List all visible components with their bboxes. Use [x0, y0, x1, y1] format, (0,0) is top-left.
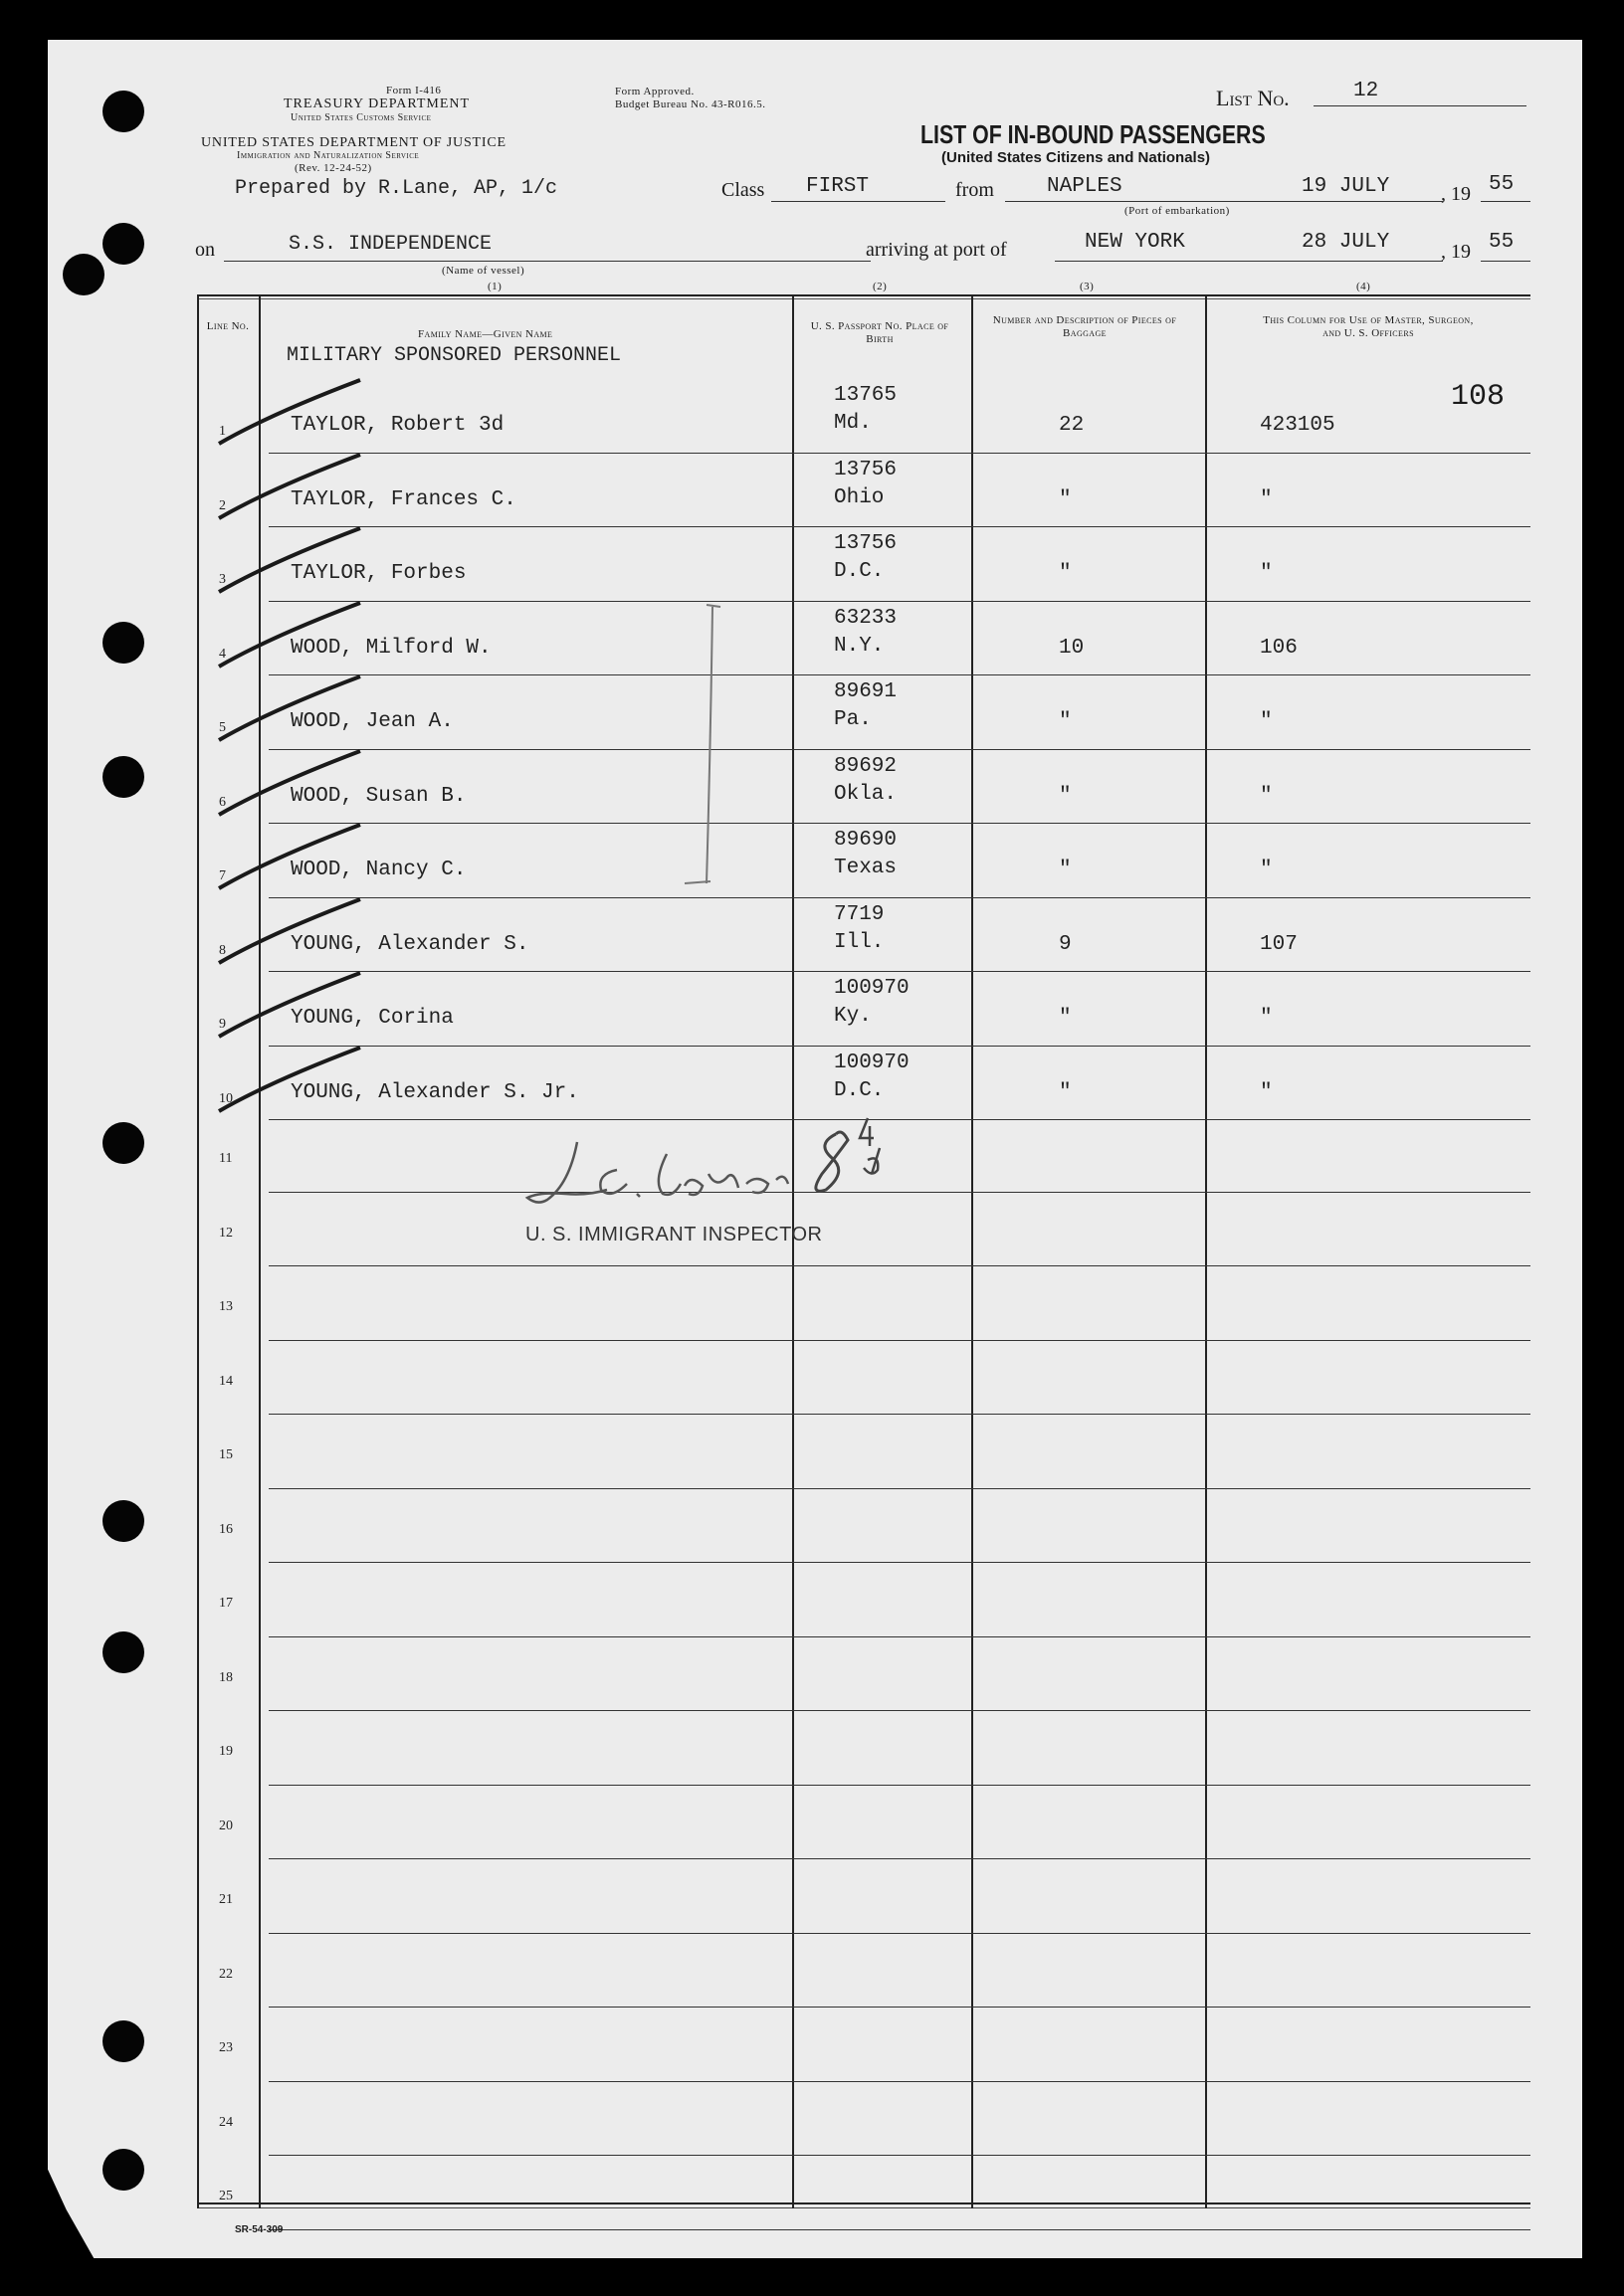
binder-hole — [102, 1122, 144, 1164]
baggage-count: " — [1059, 710, 1072, 733]
inspector-title: U. S. IMMIGRANT INSPECTOR — [525, 1224, 823, 1245]
officer-note: 423105 — [1260, 414, 1335, 437]
stamp-number: 108 — [1451, 380, 1506, 414]
officer-note: " — [1260, 562, 1273, 585]
passport-number: 63233 — [834, 606, 898, 630]
line-number: 10 — [219, 1090, 233, 1106]
col-num-3: (3) — [1080, 281, 1095, 292]
check-mark — [211, 597, 370, 676]
row-divider — [269, 1414, 1530, 1415]
row-divider — [269, 749, 1530, 750]
header-name: Family Name—Given Name — [418, 328, 553, 340]
birthplace: Ill. — [834, 930, 885, 954]
check-mark — [211, 1042, 370, 1121]
baggage-count: 10 — [1059, 636, 1085, 660]
passport-number: 7719 — [834, 902, 885, 926]
row-divider — [269, 1785, 1530, 1786]
officer-note: " — [1260, 1007, 1273, 1030]
row-divider — [269, 823, 1530, 824]
depart-date: 19 JULY — [1302, 175, 1390, 198]
from-label: from — [955, 179, 994, 201]
row-divider — [269, 1933, 1530, 1934]
binder-hole — [102, 1631, 144, 1673]
row-divider — [269, 1046, 1530, 1047]
officer-note: " — [1260, 710, 1273, 733]
inspector-signature — [478, 1114, 955, 1224]
line-number: 5 — [219, 720, 226, 735]
passenger-name: TAYLOR, Robert 3d — [291, 414, 505, 437]
line-number: 11 — [219, 1151, 233, 1166]
passenger-name: YOUNG, Alexander S. Jr. — [291, 1080, 579, 1104]
officer-note: " — [1260, 859, 1273, 881]
binder-hole — [102, 756, 144, 798]
check-mark — [211, 670, 370, 750]
passport-number: 100970 — [834, 977, 910, 1000]
binder-hole — [63, 254, 104, 295]
passport-number: 89690 — [834, 829, 898, 852]
row-divider — [269, 897, 1530, 898]
row-divider — [269, 1636, 1530, 1637]
baggage-count: " — [1059, 1080, 1072, 1104]
line-number: 22 — [219, 1966, 233, 1982]
officer-note: " — [1260, 784, 1273, 808]
list-no-label: List No. — [1216, 86, 1290, 110]
passenger-name: WOOD, Nancy C. — [291, 859, 467, 881]
check-mark — [211, 374, 370, 454]
birthplace: Md. — [834, 412, 872, 435]
baggage-count: " — [1059, 562, 1072, 585]
line-number: 9 — [219, 1017, 226, 1032]
header-officers: This Column for Use of Master, Surgeon, and U. S. Officers — [1263, 314, 1474, 339]
from-value: NAPLES — [1047, 175, 1122, 198]
baggage-count: " — [1059, 487, 1072, 511]
bracket-mark — [667, 597, 726, 895]
line-number: 1 — [219, 424, 226, 439]
line-number: 18 — [219, 1669, 233, 1685]
line-number: 4 — [219, 646, 226, 662]
vessel-name: S.S. INDEPENDENCE — [289, 233, 493, 256]
row-divider — [269, 971, 1530, 972]
row-divider — [269, 1710, 1530, 1711]
passport-number: 89691 — [834, 680, 898, 703]
col-num-4: (4) — [1356, 281, 1371, 292]
passenger-name: YOUNG, Alexander S. — [291, 932, 529, 956]
line-number: 24 — [219, 2114, 233, 2130]
row-divider — [269, 1265, 1530, 1266]
baggage-count: " — [1059, 784, 1072, 808]
passenger-name: TAYLOR, Forbes — [291, 562, 467, 585]
vessel-caption: (Name of vessel) — [442, 265, 525, 277]
footer-code: SR-54-309 — [235, 2224, 284, 2235]
line-number: 14 — [219, 1373, 233, 1389]
treasury-dept: TREASURY DEPARTMENT — [284, 96, 471, 111]
passport-number: 89692 — [834, 754, 898, 778]
check-mark — [211, 522, 370, 602]
line-number: 7 — [219, 868, 226, 883]
birthplace: Ohio — [834, 485, 885, 509]
arrival-year: 55 — [1489, 231, 1515, 254]
officer-note: " — [1260, 1080, 1273, 1104]
row-divider — [269, 453, 1530, 454]
officer-note: 106 — [1260, 636, 1298, 660]
arrival-year-prefix: , 19 — [1441, 241, 1471, 263]
binder-hole — [102, 223, 144, 265]
header-line-no: Line No. — [206, 320, 250, 332]
prepared-by: Prepared by R.Lane, AP, 1/c — [235, 177, 558, 200]
line-number: 13 — [219, 1299, 233, 1314]
depart-year: 55 — [1489, 173, 1515, 196]
row-divider — [269, 526, 1530, 527]
birthplace: Texas — [834, 857, 898, 879]
check-mark — [211, 745, 370, 825]
row-divider — [269, 601, 1530, 602]
line-number: 15 — [219, 1447, 233, 1462]
line-number: 2 — [219, 497, 226, 513]
birthplace: D.C. — [834, 560, 885, 583]
passport-number: 13756 — [834, 532, 898, 555]
row-divider — [269, 1340, 1530, 1341]
binder-hole — [102, 2149, 144, 2191]
birthplace: D.C. — [834, 1078, 885, 1102]
revision: (Rev. 12-24-52) — [295, 162, 372, 174]
port-embark-caption: (Port of embarkation) — [1124, 205, 1230, 217]
passenger-name: WOOD, Jean A. — [291, 710, 454, 733]
passport-number: 13765 — [834, 384, 898, 407]
check-mark — [211, 893, 370, 973]
arrival-port: NEW YORK — [1085, 231, 1185, 254]
class-label: Class — [721, 179, 765, 201]
check-mark — [211, 819, 370, 898]
line-number: 23 — [219, 2040, 233, 2055]
row-divider — [269, 1858, 1530, 1859]
passenger-name: WOOD, Milford W. — [291, 636, 492, 660]
ins-service: Immigration and Naturalization Service — [237, 150, 420, 161]
baggage-count: 9 — [1059, 932, 1072, 956]
line-number: 19 — [219, 1744, 233, 1759]
binder-hole — [102, 622, 144, 664]
line-number: 21 — [219, 1892, 233, 1907]
row-divider — [269, 674, 1530, 675]
list-no-value: 12 — [1353, 80, 1379, 102]
binder-hole — [102, 91, 144, 132]
passport-number: 13756 — [834, 458, 898, 481]
form-approved: Form Approved. — [615, 86, 695, 97]
col-num-1: (1) — [488, 281, 503, 292]
check-mark — [211, 449, 370, 528]
row-divider — [269, 2229, 1530, 2230]
birthplace: Okla. — [834, 782, 898, 806]
baggage-count: " — [1059, 859, 1072, 881]
line-number: 25 — [219, 2189, 233, 2203]
binder-hole — [102, 2020, 144, 2062]
row-divider — [269, 2007, 1530, 2008]
line-number: 17 — [219, 1596, 233, 1611]
passenger-name: YOUNG, Corina — [291, 1007, 454, 1030]
arriving-label: arriving at port of — [866, 239, 1007, 261]
officer-note: " — [1260, 487, 1273, 511]
budget-bureau: Budget Bureau No. 43-R016.5. — [615, 98, 766, 110]
passport-number: 100970 — [834, 1051, 910, 1074]
justice-dept: UNITED STATES DEPARTMENT OF JUSTICE — [201, 135, 507, 150]
row-divider — [269, 1562, 1530, 1563]
line-number: 6 — [219, 794, 226, 810]
row-divider — [269, 1488, 1530, 1489]
list-subtitle: (United States Citizens and Nationals) — [941, 149, 1211, 166]
on-label: on — [195, 239, 215, 261]
birthplace: Ky. — [834, 1005, 872, 1028]
form-number: Form I-416 — [386, 85, 442, 96]
depart-year-prefix: , 19 — [1441, 183, 1471, 205]
line-number: 20 — [219, 1818, 233, 1833]
binder-hole — [102, 1500, 144, 1542]
row-divider — [269, 2155, 1530, 2156]
header-baggage: Number and Description of Pieces of Baggage — [992, 314, 1177, 339]
header-passport: U. S. Passport No. Place of Birth — [810, 320, 949, 345]
line-number: 12 — [219, 1225, 233, 1241]
passenger-name: WOOD, Susan B. — [291, 784, 467, 808]
class-value: FIRST — [806, 175, 870, 198]
col-num-2: (2) — [873, 281, 888, 292]
row-divider — [269, 2081, 1530, 2082]
check-mark — [211, 967, 370, 1047]
line-number: 3 — [219, 572, 226, 587]
birthplace: Pa. — [834, 708, 872, 731]
list-title: LIST OF IN-BOUND PASSENGERS — [920, 119, 1266, 149]
customs-service: United States Customs Service — [291, 112, 432, 123]
officer-note: 107 — [1260, 932, 1298, 956]
passenger-name: TAYLOR, Frances C. — [291, 487, 516, 511]
arrival-date: 28 JULY — [1302, 231, 1390, 254]
group-label: MILITARY SPONSORED PERSONNEL — [287, 344, 622, 367]
line-number: 8 — [219, 942, 226, 958]
baggage-count: " — [1059, 1007, 1072, 1030]
baggage-count: 22 — [1059, 414, 1085, 437]
line-number: 16 — [219, 1521, 233, 1537]
birthplace: N.Y. — [834, 634, 885, 658]
